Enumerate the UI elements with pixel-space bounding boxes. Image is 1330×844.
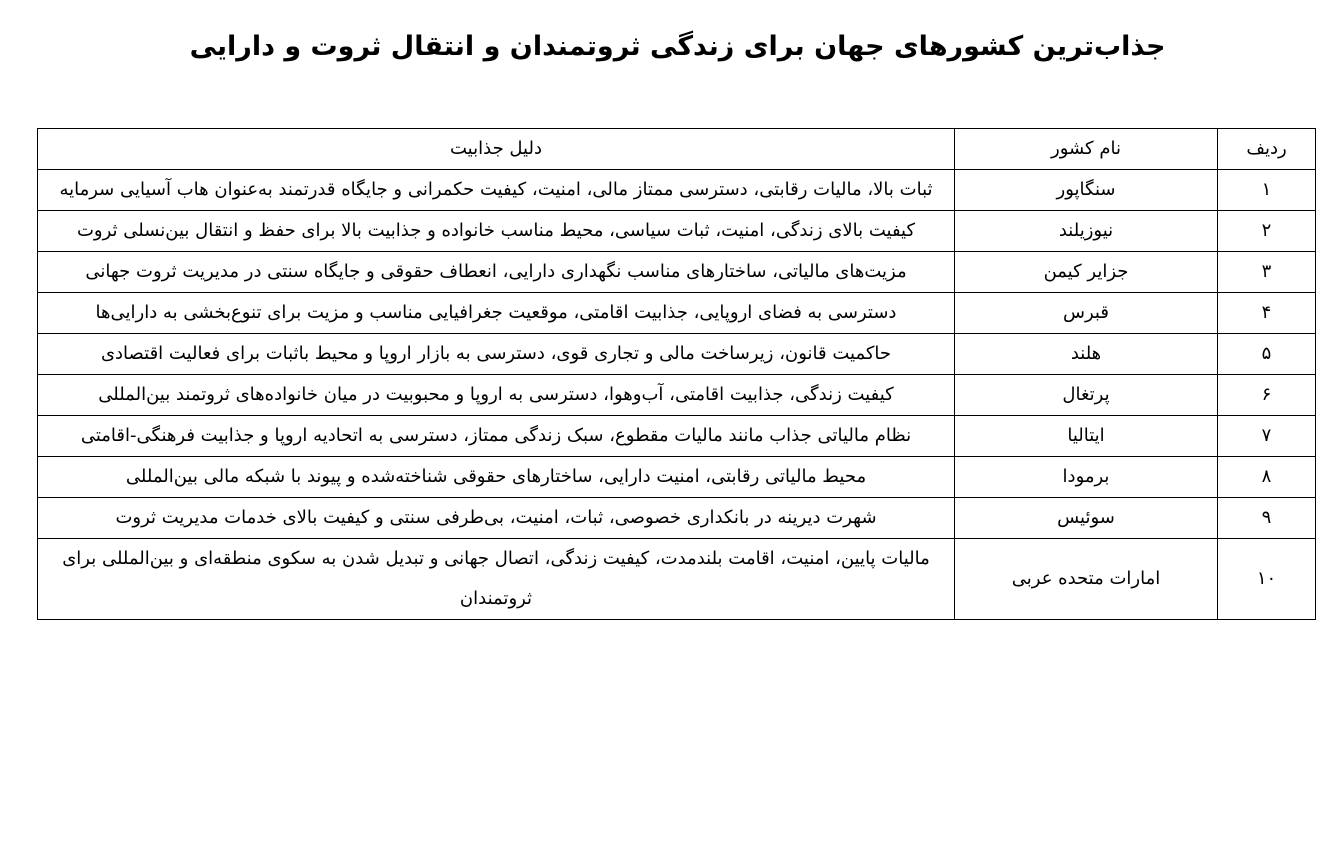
table-row	[38, 457, 1316, 498]
row-country: جزایر کیمن	[955, 252, 1218, 293]
row-country: ایتالیا	[955, 416, 1218, 457]
row-reason: ثبات بالا، مالیات رقابتی، دسترسی ممتاز مالی، امنیت، کیفیت حکمرانی و جایگاه قدرتمند به‌عنوان هاب آسیایی سرمایه	[38, 170, 955, 211]
row-rank: ۲	[1218, 211, 1316, 252]
row-country: سنگاپور	[955, 170, 1218, 211]
row-rank: ۱	[1218, 170, 1316, 211]
row-rank: ۹	[1218, 498, 1316, 539]
row-country: قبرس	[955, 293, 1218, 334]
row-rank: ۳	[1218, 252, 1316, 293]
table-row	[38, 211, 1316, 252]
row-reason: مزیت‌های مالیاتی، ساختارهای مناسب نگهداری دارایی، انعطاف حقوقی و جایگاه سنتی در مدیریت ثروت جهانی	[38, 252, 955, 293]
table-row	[38, 539, 1316, 620]
countries-table	[37, 128, 1316, 620]
table-row	[38, 334, 1316, 375]
table-row	[38, 170, 1316, 211]
table-row	[38, 416, 1316, 457]
row-country: هلند	[955, 334, 1218, 375]
row-country: سوئیس	[955, 498, 1218, 539]
row-reason: دسترسی به فضای اروپایی، جذابیت اقامتی، موقعیت جغرافیایی مناسب و مزیت برای تنوع‌بخشی به دارایی‌ها	[38, 293, 955, 334]
page-title: جذاب‌ترین کشورهای جهان برای زندگی ثروتمندان و انتقال ثروت و دارایی	[189, 31, 1166, 62]
row-country: برمودا	[955, 457, 1218, 498]
row-reason: کیفیت زندگی، جذابیت اقامتی، آب‌وهوا، دسترسی به اروپا و محبوبیت در میان خانواده‌های ثروتمند بین‌المللی	[38, 375, 955, 416]
table-row	[38, 498, 1316, 539]
row-reason: نظام مالیاتی جذاب مانند مالیات مقطوع، سبک زندگی ممتاز، دسترسی به اتحادیه اروپا و جذابیت فرهنگی-اقامتی	[38, 416, 955, 457]
row-rank: ۵	[1218, 334, 1316, 375]
row-reason: مالیات پایین، امنیت، اقامت بلندمدت، کیفیت زندگی، اتصال جهانی و تبدیل شدن به سکوی منطقه‌ای و بین‌المللی برای ثروتمندان	[38, 539, 955, 620]
row-rank: ۸	[1218, 457, 1316, 498]
row-country: امارات متحده عربی	[955, 539, 1218, 620]
header-country: نام کشور	[955, 129, 1218, 170]
table-row	[38, 293, 1316, 334]
table-row	[38, 375, 1316, 416]
row-country: نیوزیلند	[955, 211, 1218, 252]
row-rank: ۷	[1218, 416, 1316, 457]
row-rank: ۶	[1218, 375, 1316, 416]
row-country: پرتغال	[955, 375, 1218, 416]
row-reason: حاکمیت قانون، زیرساخت مالی و تجاری قوی، دسترسی به بازار اروپا و محیط باثبات برای فعالیت اقتصادی	[38, 334, 955, 375]
header-rank: ردیف	[1218, 129, 1316, 170]
header-reason: دلیل جذابیت	[38, 129, 955, 170]
row-reason: کیفیت بالای زندگی، امنیت، ثبات سیاسی، محیط مناسب خانواده و جذابیت بالا برای حفظ و انتقال بین‌نسلی ثروت	[38, 211, 955, 252]
row-rank: ۴	[1218, 293, 1316, 334]
row-rank: ۱۰	[1218, 539, 1316, 620]
row-reason: محیط مالیاتی رقابتی، امنیت دارایی، ساختارهای حقوقی شناخته‌شده و پیوند با شبکه مالی بین‌المللی	[38, 457, 955, 498]
row-reason: شهرت دیرینه در بانکداری خصوصی، ثبات، امنیت، بی‌طرفی سنتی و کیفیت بالای خدمات مدیریت ثروت	[38, 498, 955, 539]
table-header-row	[38, 129, 1316, 170]
table-row	[38, 252, 1316, 293]
